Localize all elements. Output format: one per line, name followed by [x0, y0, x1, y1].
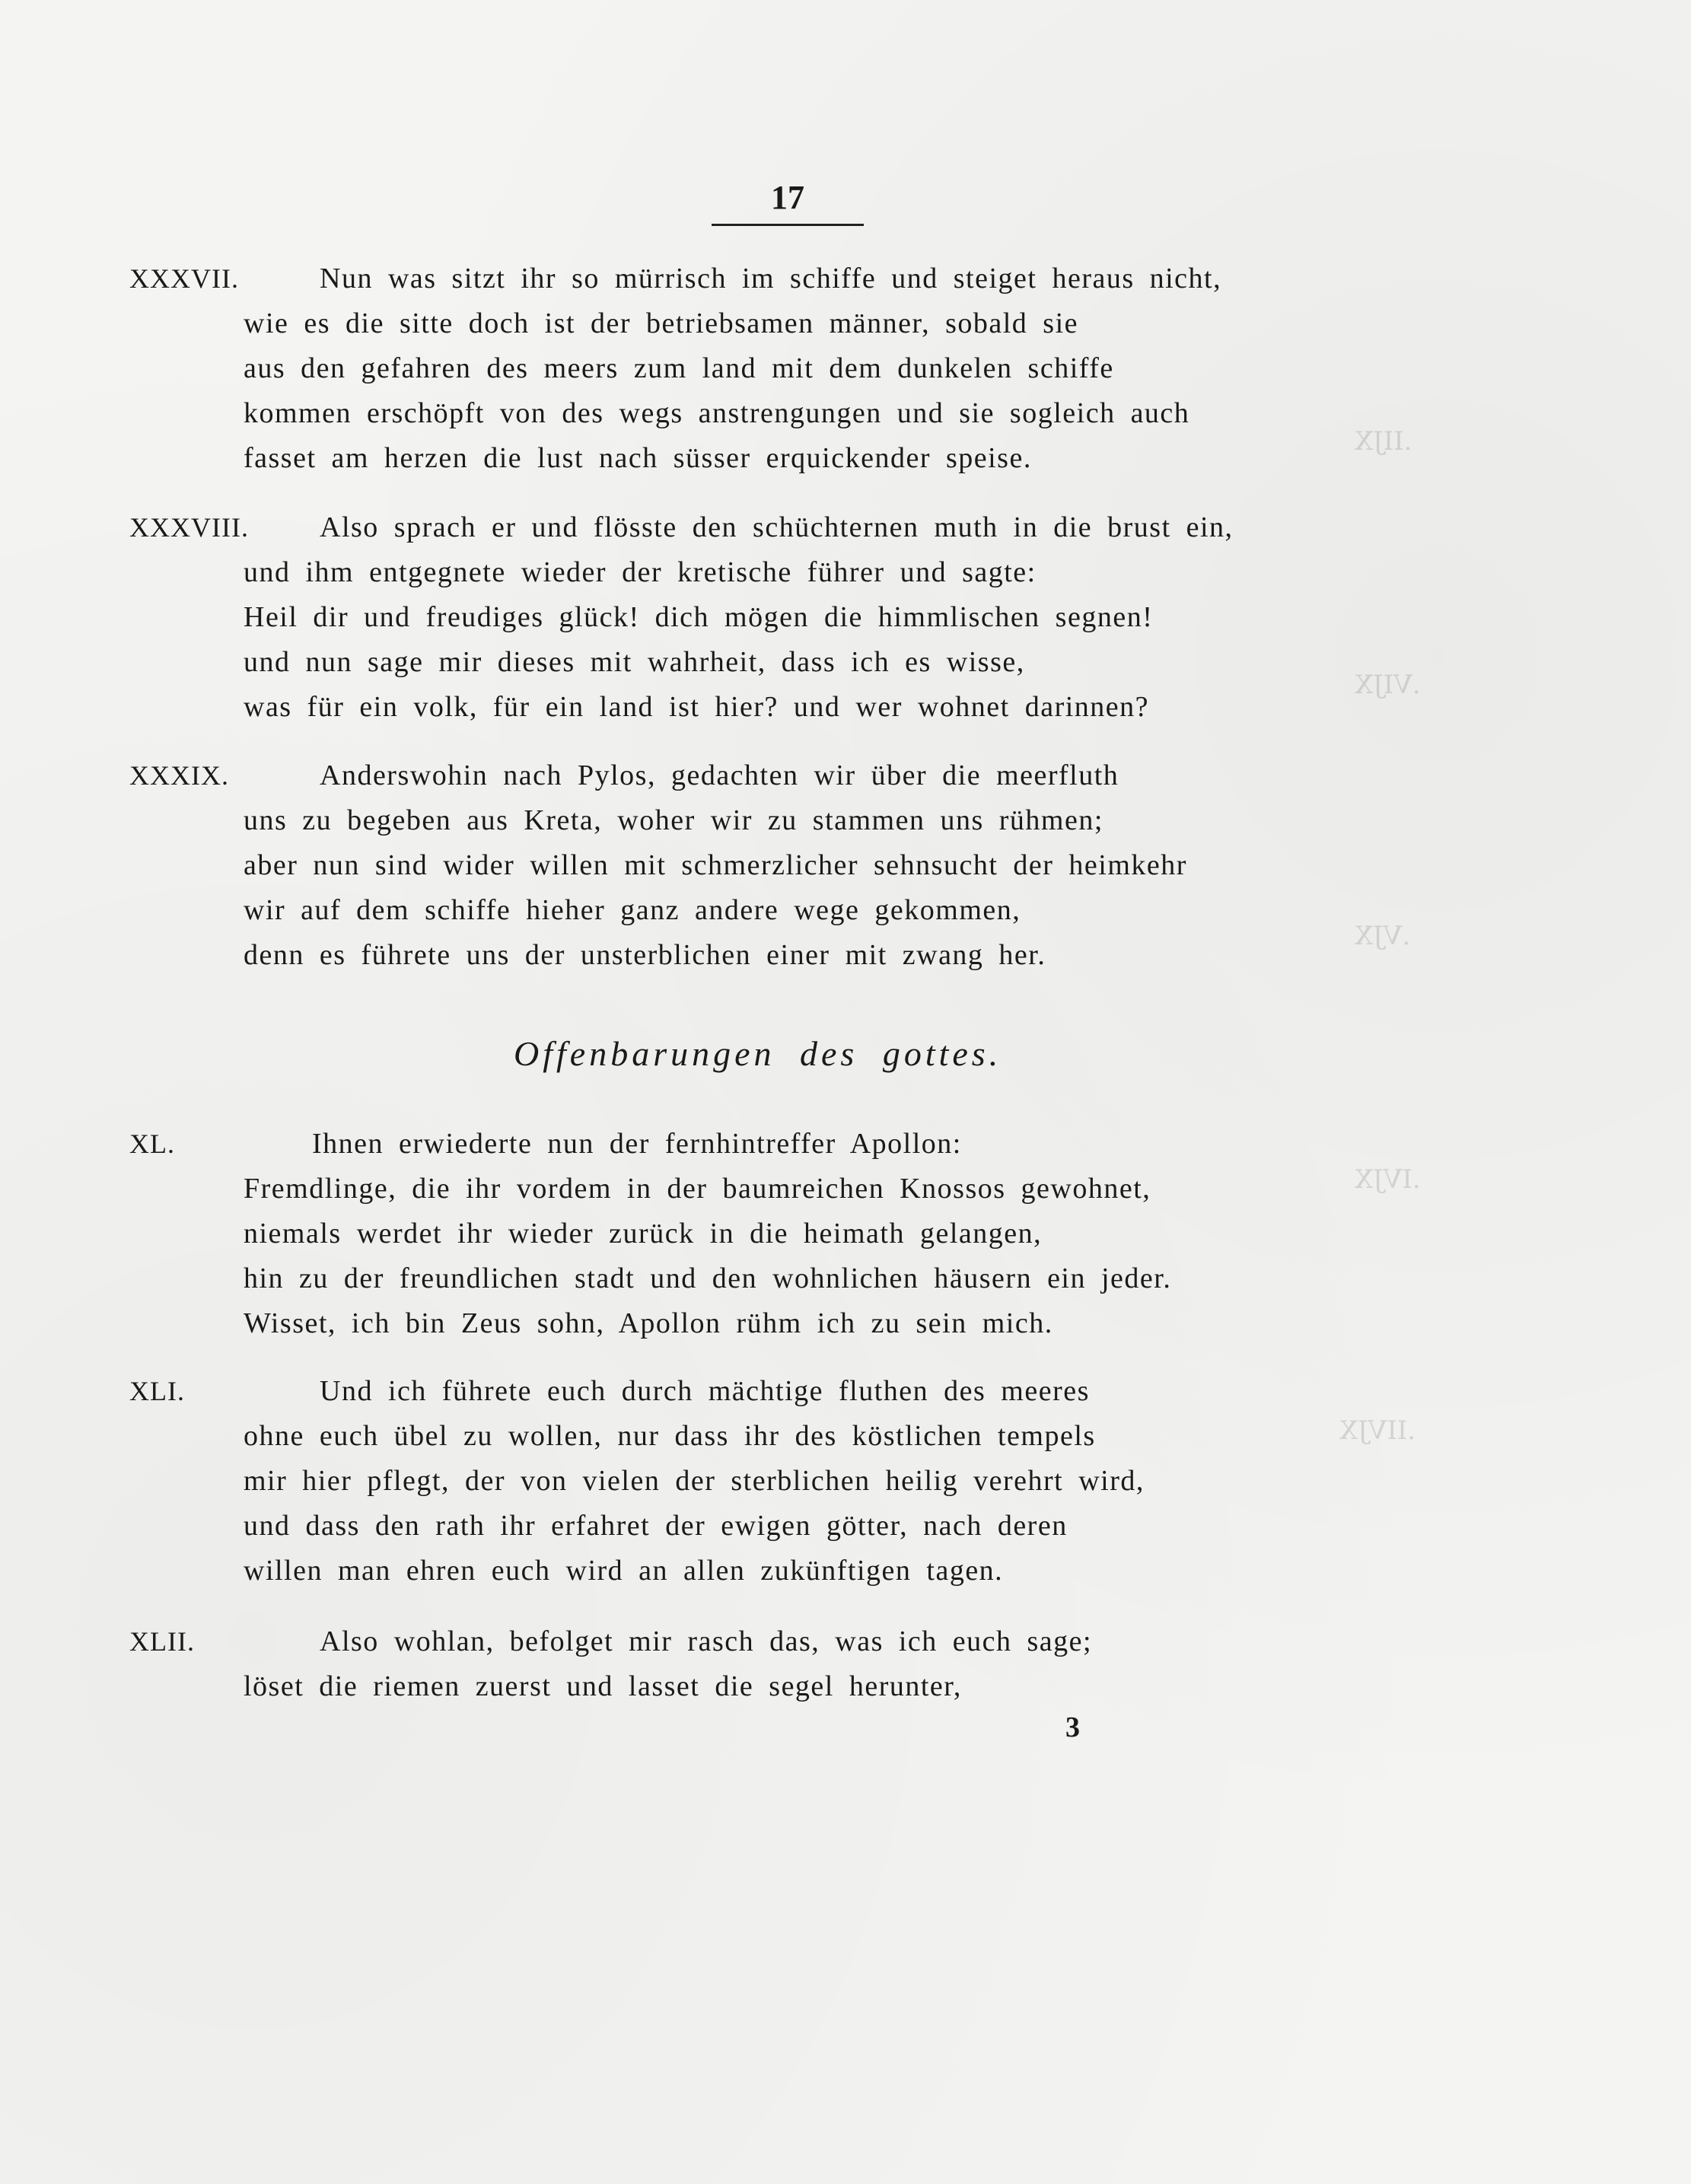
verse-line: wie es die sitte doch ist der betriebsamen männer, sobald sie — [244, 307, 1078, 339]
section-heading: Offenbarungen des gottes. — [514, 1034, 1002, 1073]
verse-line: mir hier pflegt, der von vielen der sterblichen heilig verehrt wird, — [244, 1465, 1145, 1497]
verse-line: fasset am herzen die lust nach süsser erquickender speise. — [244, 442, 1032, 474]
page-number: 17 — [771, 179, 804, 216]
verse-line: Nun was sitzt ihr so mürrisch im schiffe und steiget heraus nicht, — [320, 263, 1222, 294]
verse-line: und ihm entgegnete wieder der kretische führer und sagte: — [244, 556, 1037, 588]
verse-line: Ihnen erwiederte nun der fernhintreffer Apollon: — [312, 1128, 962, 1160]
header-rule — [712, 224, 864, 226]
stanza-numeral: XXXVIII. — [129, 512, 249, 543]
verse-line: Anderswohin nach Pylos, gedachten wir über die meerfluth — [320, 759, 1119, 791]
verse-line: Und ich führete euch durch mächtige fluthen des meeres — [320, 1375, 1090, 1407]
verse-line: Wisset, ich bin Zeus sohn, Apollon rühm ich zu sein mich. — [244, 1307, 1053, 1339]
verse-line: ohne euch übel zu wollen, nur dass ihr des köstlichen tempels — [244, 1420, 1096, 1452]
stanza-numeral: XXXIX. — [129, 760, 229, 791]
stanza-numeral: XLII. — [129, 1626, 195, 1657]
verse-line: uns zu begeben aus Kreta, woher wir zu stammen uns rühmen; — [244, 804, 1103, 836]
verse-line: hin zu der freundlichen stadt und den wohnlichen häusern ein jeder. — [244, 1262, 1172, 1294]
verse-line: Also sprach er und flösste den schüchternen muth in die brust ein, — [320, 511, 1234, 543]
verse-line: und nun sage mir dieses mit wahrheit, dass ich es wisse, — [244, 646, 1025, 678]
show-through-marks: .IIVJX — [1339, 1415, 1416, 1446]
verse-line: Also wohlan, befolget mir rasch das, was ich euch sage; — [320, 1625, 1093, 1657]
verse-line: und dass den rath ihr erfahret der ewigen götter, nach deren — [244, 1510, 1068, 1542]
show-through-marks: .VJX — [1355, 921, 1411, 951]
verse-line: Fremdlinge, die ihr vordem in der baumreichen Knossos gewohnet, — [244, 1173, 1151, 1205]
stanza-numeral: XLI. — [129, 1376, 185, 1406]
verse-line: denn es führete uns der unsterblichen einer mit zwang her. — [244, 939, 1046, 971]
stanza-numeral: XXXVII. — [129, 263, 239, 294]
verse-line: niemals werdet ihr wieder zurück in die heimath gelangen, — [244, 1218, 1043, 1250]
verse-line: löset die riemen zuerst und lasset die segel herunter, — [244, 1670, 962, 1702]
show-through-marks: .VIJX — [1355, 670, 1421, 700]
verse-line: willen man ehren euch wird an allen zukünftigen tagen. — [244, 1555, 1004, 1587]
verse-line: was für ein volk, für ein land ist hier? und wer wohnet darinnen? — [244, 691, 1150, 723]
verse-line: kommen erschöpft von des wegs anstrengungen und sie sogleich auch — [244, 397, 1190, 429]
verse-line: aus den gefahren des meers zum land mit dem dunkelen schiffe — [244, 352, 1114, 384]
show-through-marks: .IIJX — [1355, 426, 1412, 457]
stanza-numeral: XL. — [129, 1129, 175, 1159]
show-through-marks: .IVJX — [1355, 1164, 1421, 1195]
signature-mark: 3 — [1065, 1711, 1080, 1743]
verse-line: Heil dir und freudiges glück! dich mögen die himmlischen segnen! — [244, 601, 1154, 633]
verse-line: wir auf dem schiffe hieher ganz andere wege gekommen, — [244, 894, 1021, 926]
verse-line: aber nun sind wider willen mit schmerzlicher sehnsucht der heimkehr — [244, 849, 1187, 881]
